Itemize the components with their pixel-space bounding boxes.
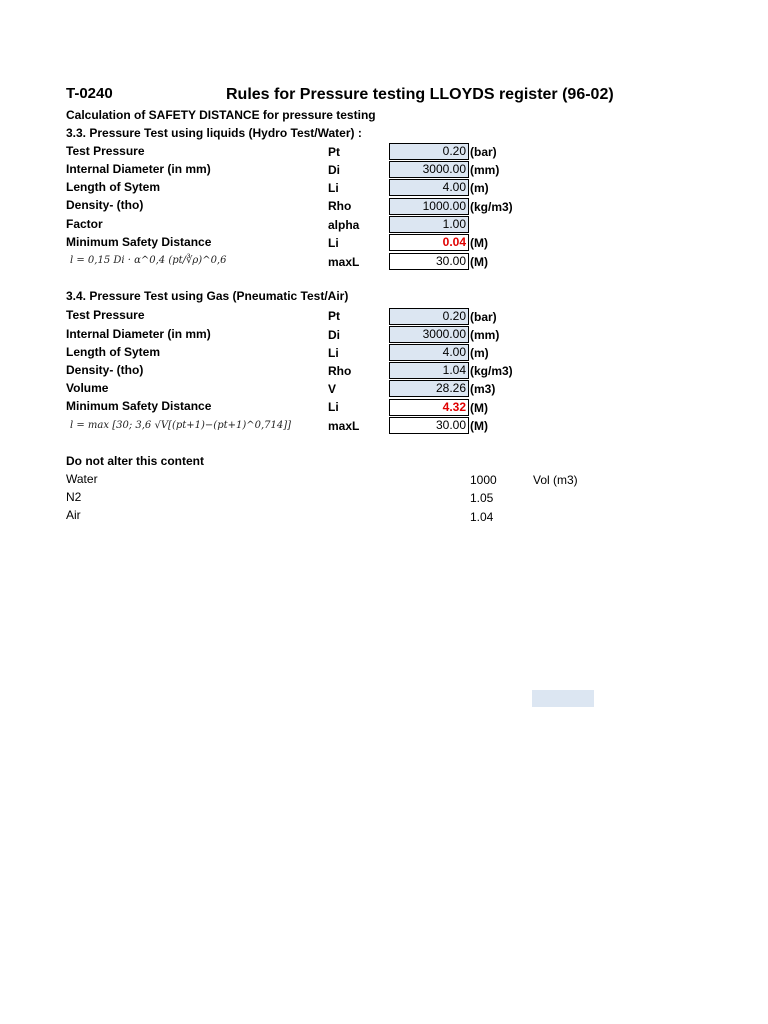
gas-symbol-maxl: maxL: [328, 419, 360, 433]
media-value-n2: 1.05: [470, 491, 494, 505]
subtitle: Calculation of SAFETY DISTANCE for pressure testing: [66, 108, 376, 122]
media-value-air: 1.04: [470, 510, 494, 524]
liquid-symbol-pt: Pt: [328, 145, 340, 159]
liquid-value-internal-diameter[interactable]: 3000.00: [389, 161, 469, 178]
document-code: T-0240: [66, 85, 113, 102]
media-name-water: Water: [66, 472, 98, 486]
media-name-n2: N2: [66, 490, 82, 504]
gas-symbol-v: V: [328, 382, 337, 396]
gas-unit-volume: (m3): [470, 382, 496, 396]
liquid-unit-length: (m): [470, 181, 489, 195]
liquid-unit-density: (kg/m3): [470, 200, 513, 214]
liquid-label-factor: Factor: [66, 217, 103, 231]
gas-unit-min-safety-distance: (M): [470, 401, 488, 415]
shaded-empty-cell[interactable]: [532, 690, 594, 707]
gas-unit-maxl: (M): [470, 419, 488, 433]
media-value-water: 1000: [470, 473, 497, 487]
liquid-symbol-li: Li: [328, 181, 339, 195]
gas-formula: l = max [30; 3,6 √V[(pt+1)−(pt+1)^0,714]]: [70, 420, 292, 431]
liquid-value-length[interactable]: 4.00: [389, 179, 469, 196]
liquid-unit-internal-diameter: (mm): [470, 163, 500, 177]
gas-value-internal-diameter[interactable]: 3000.00: [389, 326, 469, 343]
liquid-symbol-rho: Rho: [328, 199, 352, 213]
gas-label-test-pressure: Test Pressure: [66, 308, 145, 322]
gas-unit-length: (m): [470, 346, 489, 360]
liquid-value-maxl: 30.00: [389, 253, 469, 270]
gas-symbol-di: Di: [328, 328, 340, 342]
liquid-symbol-alpha: alpha: [328, 218, 360, 232]
gas-label-density: Density- (tho): [66, 363, 144, 377]
gas-unit-density: (kg/m3): [470, 364, 513, 378]
gas-label-internal-diameter: Internal Diameter (in mm): [66, 327, 211, 341]
liquid-unit-test-pressure: (bar): [470, 145, 497, 159]
liquid-unit-min-safety-distance: (M): [470, 236, 488, 250]
liquid-label-internal-diameter: Internal Diameter (in mm): [66, 162, 211, 176]
gas-value-volume[interactable]: 28.26: [389, 380, 469, 397]
gas-unit-internal-diameter: (mm): [470, 328, 500, 342]
document-title: Rules for Pressure testing LLOYDS register (96-02): [226, 86, 614, 103]
gas-symbol-pt: Pt: [328, 309, 340, 323]
gas-unit-test-pressure: (bar): [470, 310, 497, 324]
liquid-unit-maxl: (M): [470, 255, 488, 269]
gas-symbol-li-result: Li: [328, 400, 339, 414]
liquid-label-density: Density- (tho): [66, 198, 144, 212]
gas-label-min-safety-distance: Minimum Safety Distance: [66, 399, 212, 413]
liquid-value-density[interactable]: 1000.00: [389, 198, 469, 215]
liquid-formula: l = 0,15 Di · α^0,4 (pt/∛ρ)^0,6: [70, 255, 227, 266]
media-name-air: Air: [66, 508, 81, 522]
section-gas-heading: 3.4. Pressure Test using Gas (Pneumatic Test/Air): [66, 289, 349, 303]
liquid-value-test-pressure[interactable]: 0.20: [389, 143, 469, 160]
gas-value-length[interactable]: 4.00: [389, 344, 469, 361]
liquid-symbol-di: Di: [328, 163, 340, 177]
gas-value-density[interactable]: 1.04: [389, 362, 469, 379]
gas-value-min-safety-distance: 4.32: [389, 399, 469, 416]
gas-symbol-rho: Rho: [328, 364, 352, 378]
liquid-value-min-safety-distance: 0.04: [389, 234, 469, 251]
liquid-label-min-safety-distance: Minimum Safety Distance: [66, 235, 212, 249]
liquid-symbol-maxl: maxL: [328, 255, 360, 269]
media-extra-vol: Vol (m3): [533, 473, 578, 487]
gas-value-maxl: 30.00: [389, 417, 469, 434]
liquid-label-test-pressure: Test Pressure: [66, 144, 145, 158]
gas-label-length: Length of Sytem: [66, 345, 161, 359]
liquid-label-length: Length of Sytem: [66, 180, 161, 194]
gas-symbol-li: Li: [328, 346, 339, 360]
gas-label-volume: Volume: [66, 381, 109, 395]
do-not-alter-warning: Do not alter this content: [66, 454, 204, 468]
gas-value-test-pressure[interactable]: 0.20: [389, 308, 469, 325]
liquid-symbol-li-result: Li: [328, 236, 339, 250]
section-liquid-heading: 3.3. Pressure Test using liquids (Hydro Test/Water) :: [66, 126, 362, 140]
liquid-value-factor[interactable]: 1.00: [389, 216, 469, 233]
